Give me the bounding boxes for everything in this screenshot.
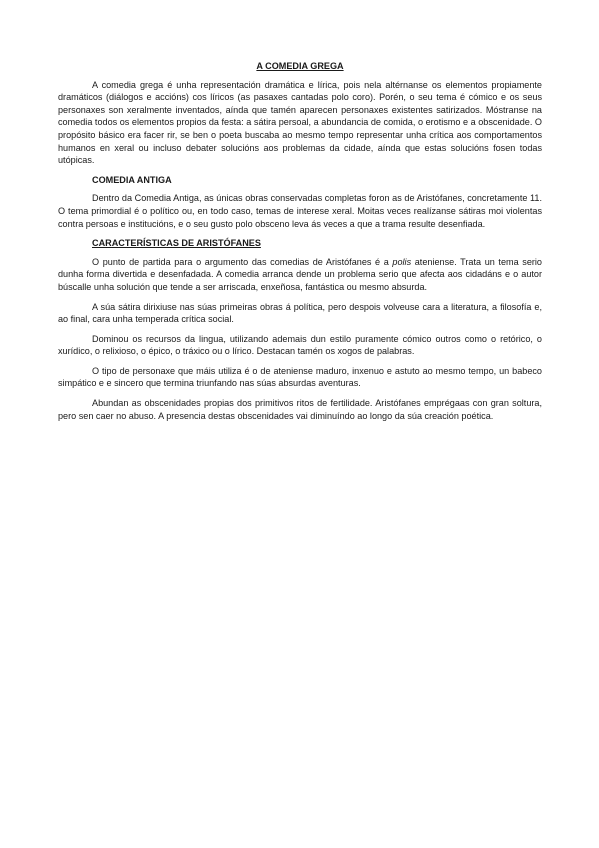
document-page <box>58 60 542 429</box>
polis-paragraph-start: O punto de partida para o argumento das comedias de Aristófanes é a <box>92 256 393 267</box>
section-heading-comedia-antiga: COMEDIA ANTIGA <box>92 174 172 185</box>
lingua-paragraph: Dominou os recursos da lingua, utilizando ademais dun estilo puramente cómico outros como o retórico, o xurídico, o relixioso, o épico, o tráxico ou o lírico. Destacan tamén os xogos de palabras. <box>58 333 542 357</box>
document-title: A COMEDIA GREGA <box>256 61 344 71</box>
polis-paragraph <box>58 256 542 294</box>
personaxe-paragraph: O tipo de personaxe que máis utiliza é o de ateniense maduro, inxenuo e astuto ao mesmo tempo, un babeco simpático e e sincero que termina triunfando nas súas absurdas aventuras. <box>58 365 542 389</box>
section-heading-caracteristicas: CARACTERÍSTICAS DE ARISTÓFANES <box>92 238 261 249</box>
intro-paragraph: A comedia grega é unha representación dramática e lírica, pois nela altérnanse os elementos propiamente dramáticos (diálogos e accións) cos líricos (as pasaxes cantadas polo coro). Porén, o seu tema é cómico e os seus personaxes son xeralmente inventados, aínda que tamén aparecen personaxes existentes satirizados. Móstranse na comedia todos os elementos propios da festa: a sátira persoal, a abundancia de comida, o erotismo e a obscenidade. O propósito básico era facer rir, se ben o poeta buscaba ao mesmo tempo representar unha crítica aos comportamentos humanos en xeral ou incluso debater solucións aos problemas da cidade, aínda que estas solucións fosen todas utópicas. <box>58 79 542 166</box>
obscenidades-paragraph: Abundan as obscenidades propias dos primitivos ritos de fertilidade. Aristófanes emprégaas con gran soltura, pero sen caer no abuso. A presencia destas obscenidades vai diminuíndo ao longo da súa creación poética. <box>58 398 542 421</box>
polis-paragraph-end: ateniense. Trata un tema serio dunha forma divertida e desenfadada. A comedia arranca dende un problema serio que afecta aos cidadáns e o autor búscalle unha solución que tende a ser arriscada, enxeñosa, fantástica ou mesmo absurda. <box>58 256 542 292</box>
polis-italic-word: polis <box>392 256 412 267</box>
comedia-antiga-paragraph: Dentro da Comedia Antiga, as únicas obras conservadas completas foron as de Aristófanes, concretamente 11. O tema primordial é o político ou, en todo caso, temas de interese xeral. Moitas veces realízanse sátiras moi violentas contra persoas e institucións, e o seu gusto polo obsceno leva ás veces a que a trama resulte desenfiada. <box>58 193 542 229</box>
satira-paragraph: A súa sátira dirixiuse nas súas primeiras obras á política, pero despois volveuse cara a literatura, a filosofía e, ao final, cara unha temperada crítica social. <box>58 301 542 325</box>
